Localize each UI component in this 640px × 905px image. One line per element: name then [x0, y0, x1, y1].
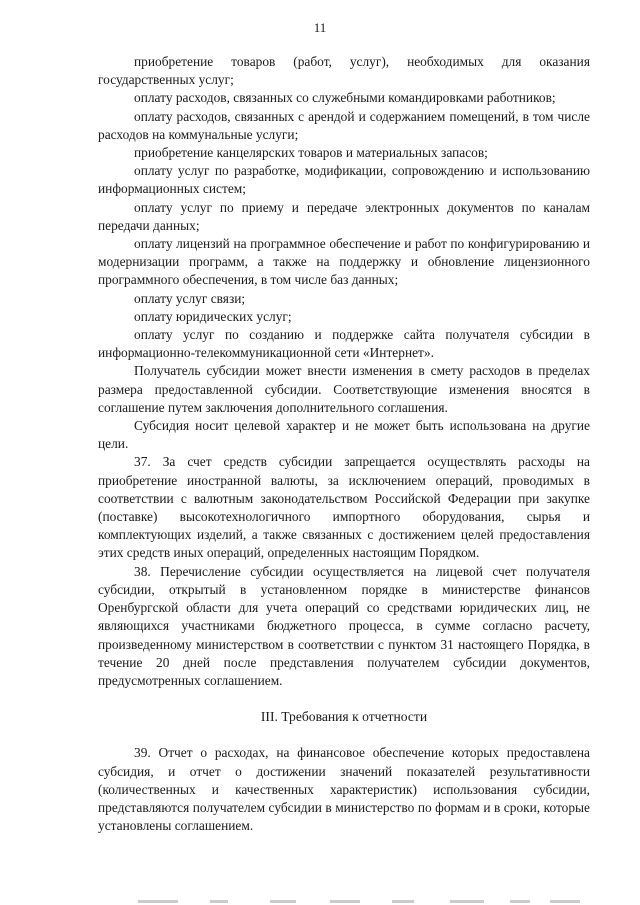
list-item-stationery: приобретение канцелярских товаров и материальных запасов; — [134, 145, 488, 161]
bleed-through-marks — [130, 892, 590, 905]
list-item-communication: оплату услуг связи; — [134, 290, 246, 306]
list-item-rent: оплату расходов, связанных с арендой и содержанием помещений, в том числе расходов на коммунальные услуги; — [98, 108, 590, 142]
section-heading: III. Требования к отчетности — [260, 709, 428, 725]
paragraph-38: 38. Перечисление субсидии осуществляется на лицевой счет получателя субсидии, открытый в установленном порядке в министерстве финансов Оренбургской области для учета операций со средствами юридических лиц, не являющихся участниками бюджетного процесса, в сумме согласно расчету, произведенному министерством в соответствии с пунктом 31 настоящего Порядка, в течение 20 дней после представления получателем субсидии документов, предусмотренных соглашением. — [98, 563, 590, 688]
list-item-software-licenses: оплату лицензий на программное обеспечение и работ по конфигурированию и модернизации программ, а также на поддержку и обновление лицензионного программного обеспечения, в том числе баз данных; — [98, 236, 590, 288]
list-item-e-documents: оплату услуг по приему и передаче электронных документов по каналам передачи данных; — [98, 199, 590, 233]
paragraph-targeted-nature: Субсидия носит целевой характер и не может быть использована на другие цели. — [98, 418, 590, 452]
list-item-goods-purchase: приобретение товаров (работ, услуг), необходимых для оказания государственных услуг; — [98, 54, 590, 88]
paragraph-37: 37. За счет средств субсидии запрещается осуществлять расходы на приобретение иностранной валюты, за исключением операций, проводимых в соответствии с валютным законодательством Российской Федерации при закупке (поставке) высокотехнологичного импортного оборудования, сырья и комплектующих изделий, а также связанных с достижением целей предоставления этих средств иных операций, определенных настоящим Порядком. — [98, 454, 590, 561]
list-item-website: оплату услуг по созданию и поддержке сайта получателя субсидии в информационно-телекоммуникационной сети «Интернет». — [98, 327, 590, 361]
document-body — [98, 53, 590, 835]
list-item-legal: оплату юридических услуг; — [134, 308, 292, 324]
list-item-business-trips: оплату расходов, связанных со служебными командировками работников; — [134, 90, 556, 106]
paragraph-39: 39. Отчет о расходах, на финансовое обеспечение которых предоставлена субсидия, и отчет о достижении значений показателей результативности (количественных и качественных характеристик) использования субсидии, представляются получателем субсидии в министерство по формам и в сроки, которые установлены соглашением. — [98, 745, 590, 834]
list-item-info-systems: оплату услуг по разработке, модификации, сопровождению и использованию информационных систем; — [98, 163, 590, 197]
paragraph-estimate-changes: Получатель субсидии может внести изменения в смету расходов в пределах размера предоставленной субсидии. Соответствующие изменения вносятся в соглашение путем заключения дополнительного соглашения. — [98, 363, 590, 415]
page-number: 11 — [313, 20, 327, 35]
